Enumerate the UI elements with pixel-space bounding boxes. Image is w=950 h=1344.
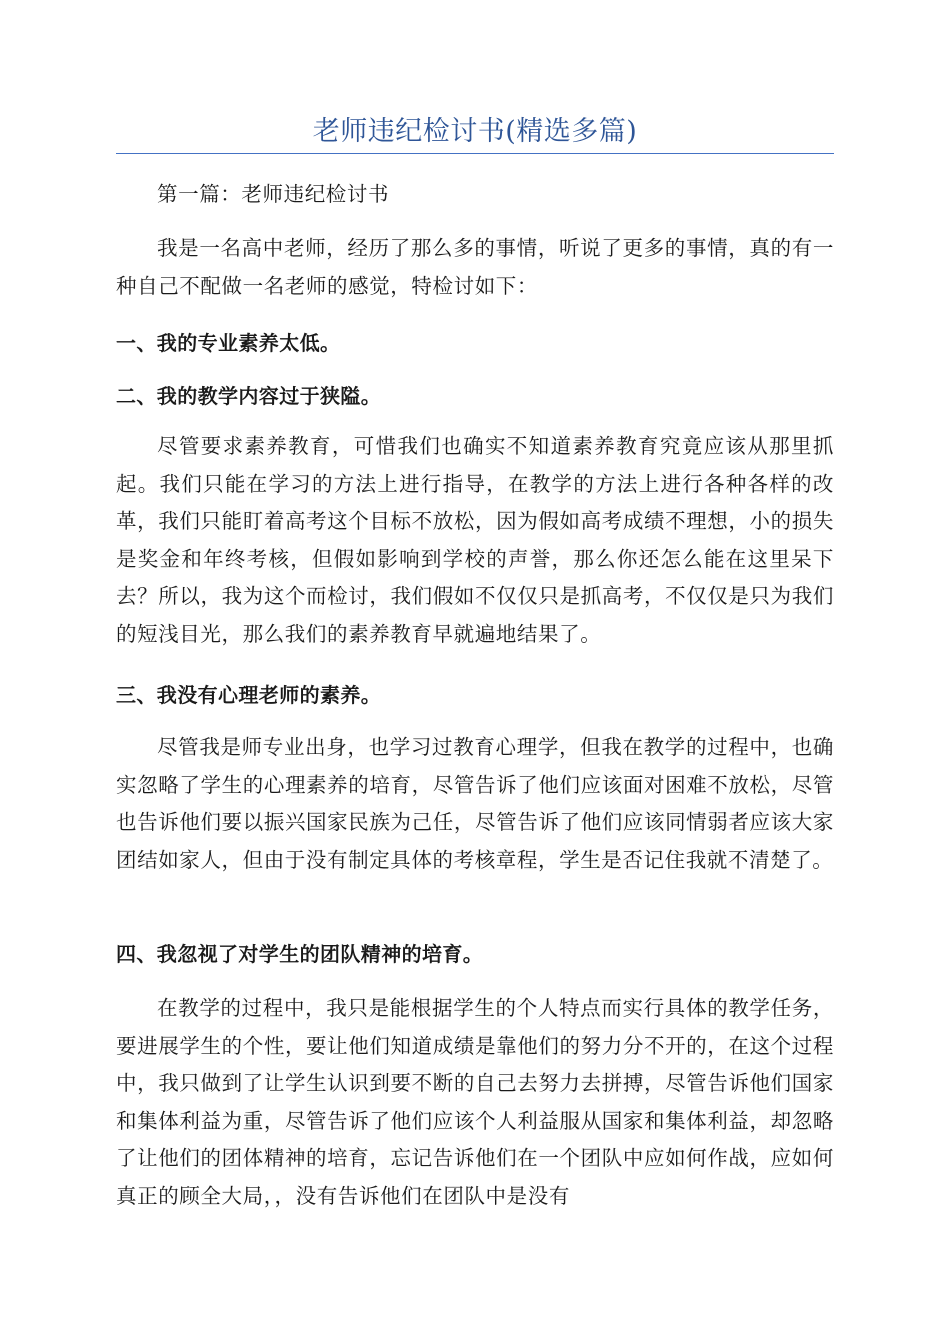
paragraph-intro: 我是一名高中老师，经历了那么多的事情，听说了更多的事情，真的有一种自己不配做一名老师的感觉，特检讨如下： <box>116 236 834 298</box>
heading-4: 四、我忽视了对学生的团队精神的培育。 <box>116 942 484 966</box>
heading-1: 一、我的专业素养太低。 <box>116 331 341 355</box>
paragraph-teaching-content: 尽管要求素养教育，可惜我们也确实不知道素养教育究竟应该从那里抓起。我们只能在学习的方法上进行指导，在教学的方法上进行各种各样的改革，我们只能盯着高考这个目标不放松，因为假如高考成绩不理想，小的损失是奖金和年终考核，但假如影响到学校的声誉，那么你还怎么能在这里呆下去？所以，我为这个而检讨，我们假如不仅仅只是抓高考，不仅仅是只为我们的短浅目光，那么我们的素养教育早就遍地结果了。 <box>116 434 834 646</box>
heading-3: 三、我没有心理老师的素养。 <box>116 683 382 707</box>
title-underline <box>116 153 834 154</box>
paragraph-team-spirit: 在教学的过程中，我只是能根据学生的个人特点而实行具体的教学任务，要进展学生的个性，要让他们知道成绩是靠他们的努力分不开的，在这个过程中，我只做到了让学生认识到要不断的自己去努力去拼搏，尽管告诉他们国家和集体利益为重，尽管告诉了他们应该个人利益服从国家和集体利益，却忽略了让他们的团体精神的培育，忘记告诉他们在一个团队中应如何作战，应如何真正的顾全大局，，没有告诉他们在团队中是没有 <box>116 996 834 1208</box>
heading-2: 二、我的教学内容过于狭隘。 <box>116 384 382 408</box>
paragraph-psychology: 尽管我是师专业出身，也学习过教育心理学，但我在教学的过程中，也确实忽略了学生的心理素养的培育，尽管告诉了他们应该面对困难不放松，尽管也告诉他们要以振兴国家民族为己任，尽管告诉了他们应该同情弱者应该大家团结如家人，但由于没有制定具体的考核章程，学生是否记住我就不清楚了。 <box>116 735 834 872</box>
document-title: 老师违纪检讨书(精选多篇) <box>312 116 638 147</box>
section-label: 第一篇：老师违纪检讨书 <box>157 182 390 206</box>
